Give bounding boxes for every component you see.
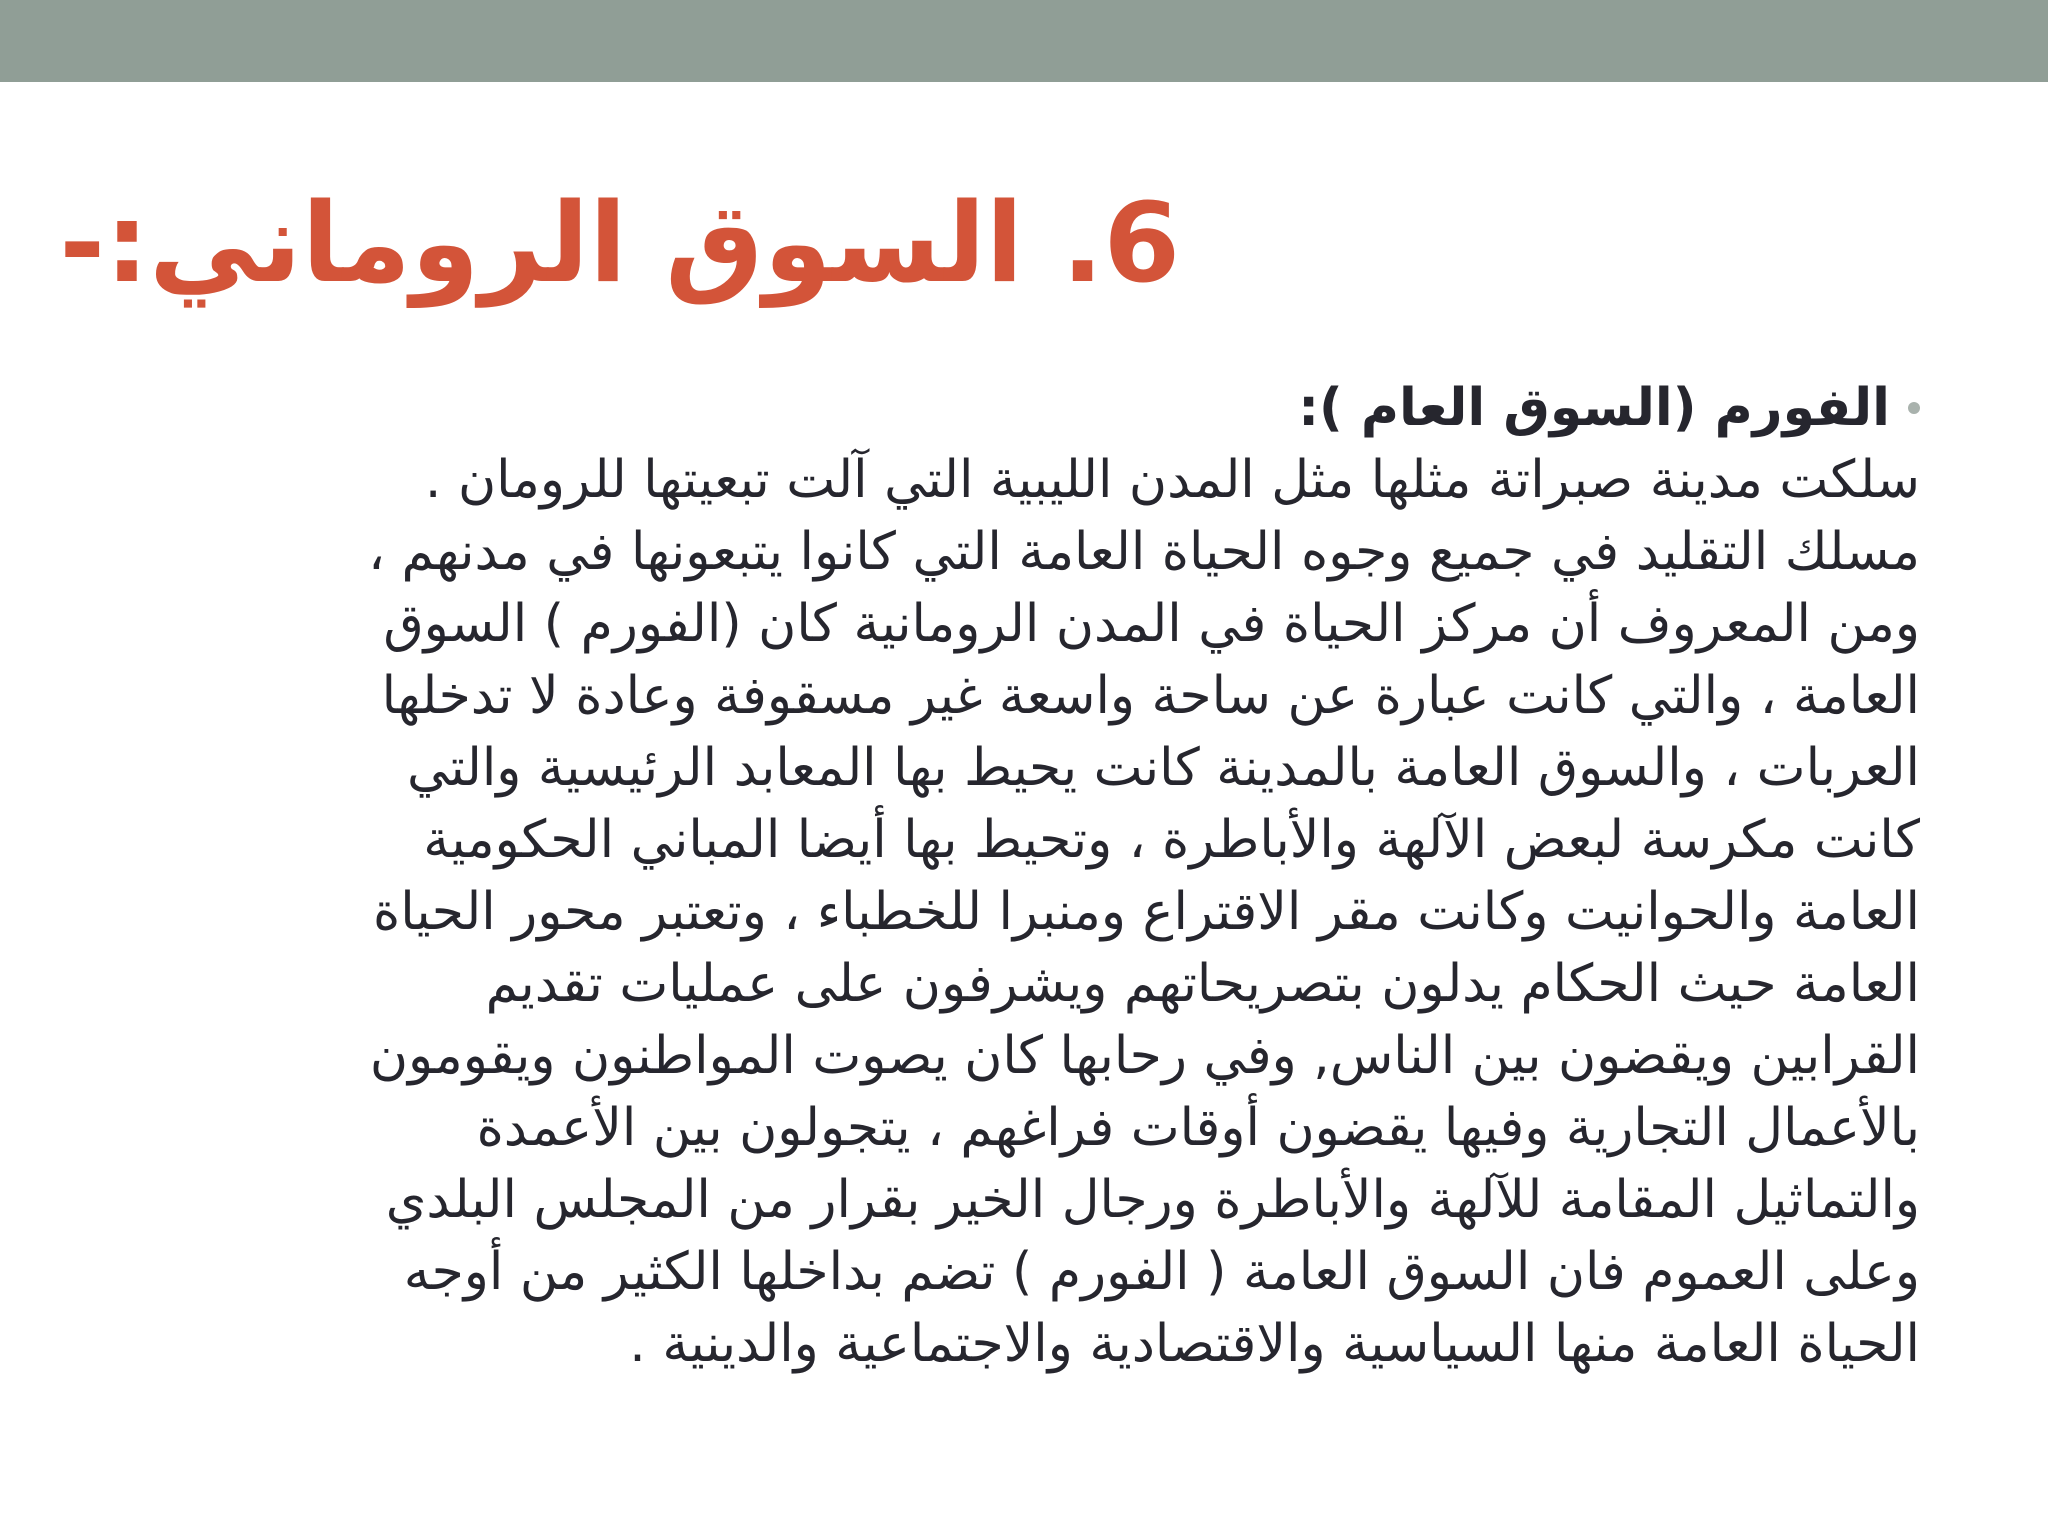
body-line: ومن المعروف أن مركز الحياة في المدن الرومانية كان (الفورم ) السوق [383,594,1920,654]
top-accent-bar [0,0,2048,82]
body-line: سلكت مدينة صبراتة مثلها مثل المدن الليبية التي آلت تبعيتها للرومان . [424,450,1920,510]
body-line: كانت مكرسة لبعض الآلهة والأباطرة ، وتحيط بها أيضا المباني الحكومية [423,810,1920,870]
slide-content [150,372,1920,1380]
body-line: العامة حيث الحكام يدلون بتصريحاتهم ويشرفون على عمليات تقديم [485,954,1920,1014]
body-line: والتماثيل المقامة للآلهة والأباطرة ورجال الخير بقرار من المجلس البلدي [385,1170,1920,1230]
slide-title: 6. السوق الروماني:- [59,179,1180,307]
body-line: وعلى العموم فان السوق العامة ( الفورم ) تضم بداخلها الكثير من أوجه [403,1242,1920,1302]
body-line: الحياة العامة منها السياسية والاقتصادية والاجتماعية والدينية . [629,1314,1920,1374]
bullet-item [150,372,1920,444]
bullet-heading: الفورم (السوق العام ): [1298,378,1890,438]
body-line: العربات ، والسوق العامة بالمدينة كانت يحيط بها المعابد الرئيسية والتي [406,738,1920,798]
bullet-dot-icon [1908,402,1920,414]
body-line: القرابين ويقضون بين الناس, وفي رحابها كان يصوت المواطنون ويقومون [369,1026,1920,1086]
body-line: العامة ، والتي كانت عبارة عن ساحة واسعة غير مسقوفة وعادة لا تدخلها [381,666,1920,726]
body-line: مسلك التقليد في جميع وجوه الحياة العامة التي كانوا يتبعونها في مدنهم ، [368,522,1920,582]
body-paragraph [150,444,1920,1380]
body-line: العامة والحوانيت وكانت مقر الاقتراع ومنبرا للخطباء ، وتعتبر محور الحياة [373,882,1920,942]
body-line: بالأعمال التجارية وفيها يقضون أوقات فراغهم ، يتجولون بين الأعمدة [476,1098,1920,1158]
